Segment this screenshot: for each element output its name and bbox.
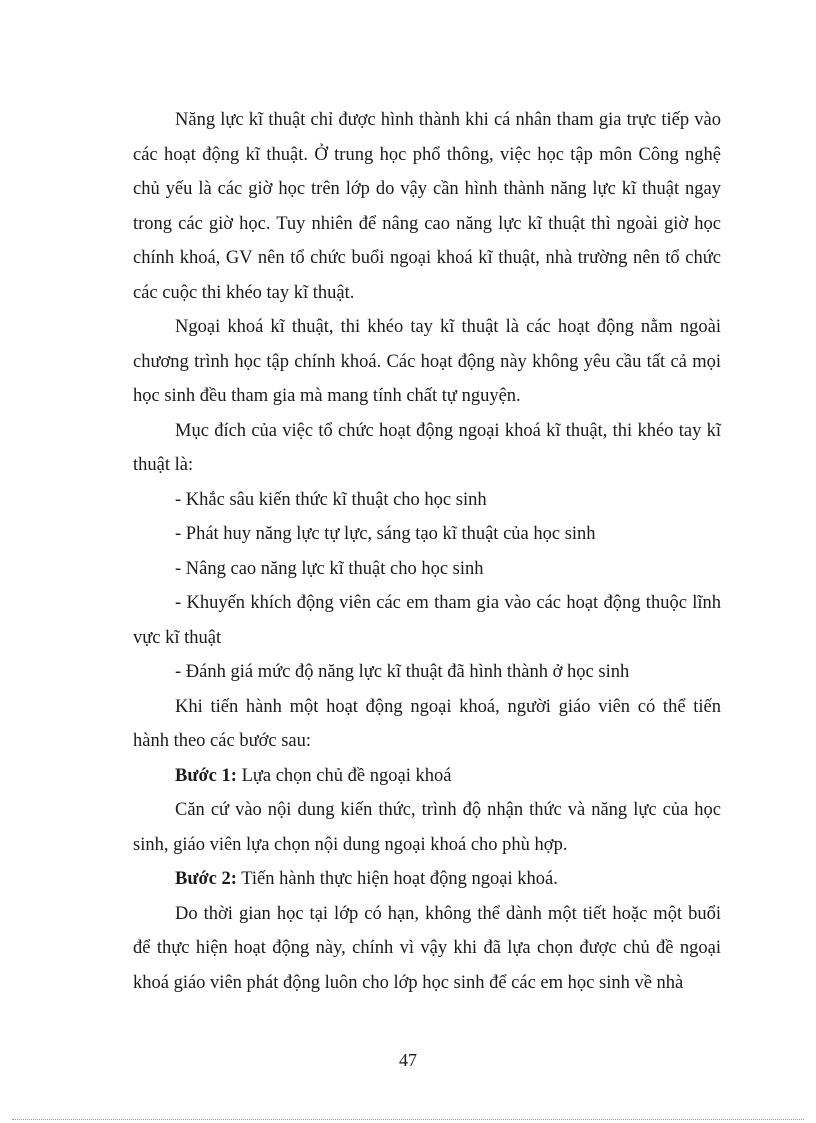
step-1-label: Bước 1: bbox=[175, 765, 237, 786]
purpose-list-item: - Khuyến khích động viên các em tham gia vào các hoạt động thuộc lĩnh vực kĩ thuật bbox=[133, 593, 721, 648]
paragraph: Ngoại khoá kĩ thuật, thi khéo tay kĩ thuật là các hoạt động nằm ngoài chương trình học tập chính khoá. Các hoạt động này không yêu cầu tất cả mọi học sinh đều tham gia mà mang tính chất tự nguyện. bbox=[133, 317, 721, 406]
step-2-body: Do thời gian học tại lớp có hạn, không thể dành một tiết hoặc một buổi để thực hiện hoạt động này, chính vì vậy khi đã lựa chọn được chủ đề ngoại khoá giáo viên phát động luôn cho lớp học sinh để các em học sinh về nhà bbox=[133, 903, 721, 993]
page-number: 47 bbox=[399, 1050, 417, 1070]
step-2-title: Tiến hành thực hiện hoạt động ngoại khoá. bbox=[236, 869, 558, 889]
purpose-list-item: - Khắc sâu kiến thức kĩ thuật cho học sinh bbox=[175, 489, 487, 510]
paragraph: Năng lực kĩ thuật chỉ được hình thành khi cá nhân tham gia trực tiếp vào các hoạt động kĩ thuật. Ở trung học phổ thông, việc học tập môn Công nghệ chủ yếu là các giờ học trên lớp do vậy cần hình thành năng lực kĩ thuật ngay trong các giờ học. Tuy nhiên để nâng cao năng lực kĩ thuật thì ngoài giờ học chính khoá, GV nên tổ chức buổi ngoại khoá kĩ thuật, nhà trường nên tổ chức các cuộc thi khéo tay kĩ thuật. bbox=[133, 110, 721, 303]
purpose-list-item: - Nâng cao năng lực kĩ thuật cho học sinh bbox=[175, 558, 484, 579]
bottom-divider bbox=[12, 1119, 804, 1120]
steps-intro-paragraph: Khi tiến hành một hoạt động ngoại khoá, người giáo viên có thể tiến hành theo các bước sau: bbox=[133, 696, 721, 751]
step-1-heading bbox=[133, 759, 721, 794]
step-1-title: Lựa chọn chủ đề ngoại khoá bbox=[236, 765, 452, 786]
step-1-body: Căn cứ vào nội dung kiến thức, trình độ nhận thức và năng lực của học sinh, giáo viên lựa chọn nội dung ngoại khoá cho phù hợp. bbox=[133, 800, 721, 855]
purpose-list-item: - Đánh giá mức độ năng lực kĩ thuật đã hình thành ở học sinh bbox=[175, 662, 630, 682]
body-text bbox=[133, 103, 721, 1000]
step-2-heading bbox=[133, 862, 721, 897]
paragraph: Mục đích của việc tổ chức hoạt động ngoại khoá kĩ thuật, thi khéo tay kĩ thuật là: bbox=[133, 420, 721, 475]
purpose-list-item: - Phát huy năng lực tự lực, sáng tạo kĩ thuật của học sinh bbox=[175, 524, 596, 544]
step-2-label: Bước 2: bbox=[175, 869, 237, 889]
